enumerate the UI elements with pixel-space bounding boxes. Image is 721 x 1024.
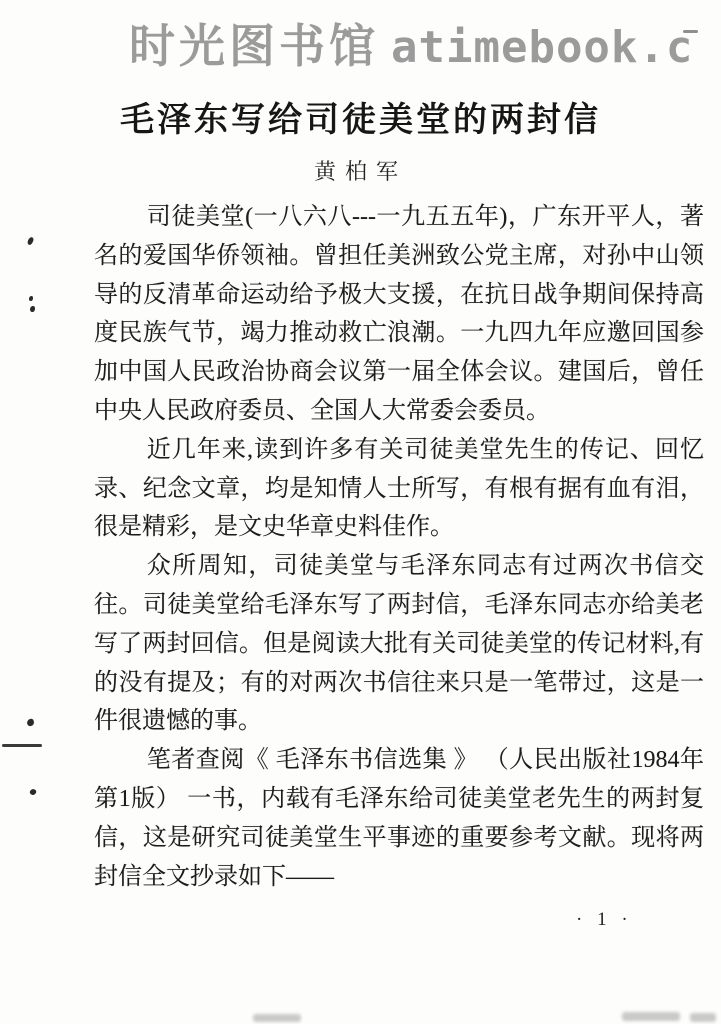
paragraph-biography: 司徒美堂(一八六八---一九五五年)，广东开平人，著名的爱国华侨领袖。曾担任美洲致公党主席，对孙中山领导的反清革命运动给予极大支援，在抗日战争期间保持高度民族气节，竭力推动救亡浪潮。一九四九年应邀回国参加中国人民政治协商会议第一届全体会议。建国后，曾任中央人民政府委员、全国人大常委会委员。 bbox=[94, 204, 704, 424]
scan-artifact-smudge bbox=[690, 1013, 716, 1022]
paragraph-recent-readings: 近几年来,读到许多有关司徒美堂先生的传记、回忆录、纪念文章，均是知情人士所写，有根有据有血有泪，很是精彩，是文史华章史料佳作。 bbox=[94, 436, 704, 541]
scan-artifact-speck bbox=[27, 236, 34, 245]
scan-artifact-smudge bbox=[622, 1012, 680, 1021]
watermark-latin-text: atimebook.c bbox=[391, 22, 694, 73]
page-number: · 1 · bbox=[576, 909, 633, 930]
scan-artifact-speck bbox=[26, 718, 35, 727]
article-author: 黄柏军 bbox=[313, 159, 407, 184]
scan-artifact-smudge bbox=[253, 1014, 301, 1022]
watermark bbox=[129, 10, 693, 76]
paragraph-source-reference: 笔者查阅《 毛泽东书信选集 》 （人民出版社1984年第1版） 一书，内载有毛泽东给司徒美堂老先生的两封复信，这是研究司徒美堂生平事迹的重要参考文献。现将两封信全文抄录如下—— bbox=[94, 747, 704, 890]
scan-artifact-dash bbox=[2, 744, 42, 747]
article-body bbox=[94, 198, 704, 896]
watermark-chinese-text: 时光图书馆 bbox=[129, 19, 379, 73]
scan-artifact-speck bbox=[29, 788, 37, 796]
scan-artifact-speck bbox=[30, 306, 35, 312]
paragraph-correspondence: 众所周知，司徒美堂与毛泽东同志有过两次书信交往。司徒美堂给毛泽东写了两封信，毛泽东同志亦给美老写了两封回信。但是阅读大批有关司徒美堂的传记材料,有的没有提及；有的对两次书信往来只是一笔带过，这是一件很遗憾的事。 bbox=[94, 553, 704, 735]
article-title: 毛泽东写给司徒美堂的两封信 bbox=[120, 102, 601, 139]
scan-artifact-speck bbox=[29, 296, 33, 301]
